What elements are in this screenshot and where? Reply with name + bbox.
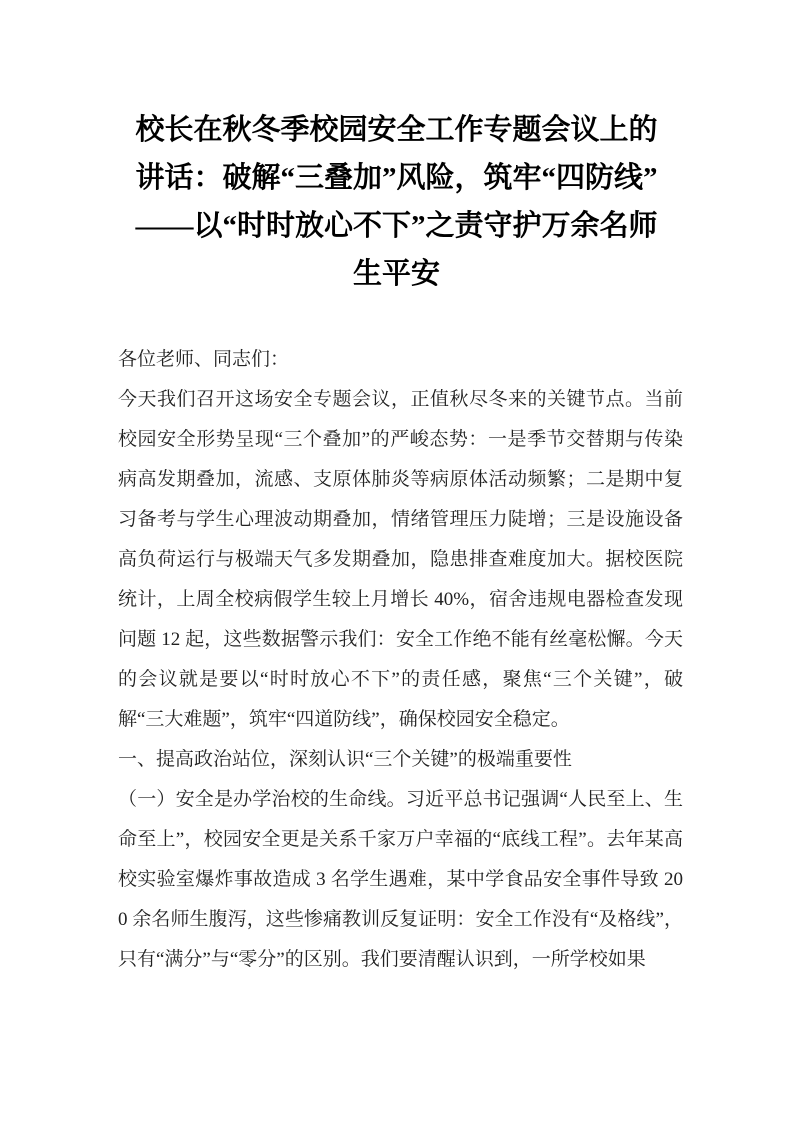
- paragraph: 一、提高政治站位，深刻认识“三个关键”的极端重要性: [118, 749, 572, 770]
- paragraph: 今天我们召开这场安全专题会议，正值秋尽冬来的关键节点。当前校园安全形势呈现“三个叠加”的严峻态势：一是季节交替期与传染病高发期叠加，流感、支原体肺炎等病原体活动频繁；二是期中复习备考与学生心理波动期叠加，情绪管理压力陡增；三是设施设备高负荷运行与极端天气多发期叠加，隐患排查难度加大。据校医院统计，上周全校病假学生较上月增长 40%，宿舍违规电器检查发现问题 12 起，这些数据警示我们：安全工作绝不能有丝毫松懈。今天的会议就是要以“时时放心不下”的责任感，聚焦“三个关键”，破解“三大难题”，筑牢“四道防线”，确保校园安全稳定。: [118, 389, 683, 730]
- document-title-line: 讲话：破解“三叠加”风险，筑牢“四防线”: [135, 162, 658, 194]
- document-title-line: ——以“时时放心不下”之责守护万余名师: [135, 210, 658, 242]
- document-title: [0, 0, 793, 298]
- document-title-line: 校长在秋冬季校园安全工作专题会议上的: [135, 114, 658, 146]
- document-title-line: 生平安: [352, 258, 440, 290]
- document-body: [118, 340, 683, 980]
- paragraph: 各位老师、同志们：: [118, 349, 290, 370]
- paragraph: （一）安全是办学治校的生命线。习近平总书记强调“人民至上、生命至上”，校园安全更是关系千家万户幸福的“底线工程”。去年某高校实验室爆炸事故造成 3 名学生遇难，某中学食品安全事件导致 200 余名师生腹泻，这些惨痛教训反复证明：安全工作没有“及格线”，只有“满分”与“零分”的区别。我们要清醒认识到，一所学校如果: [118, 789, 683, 970]
